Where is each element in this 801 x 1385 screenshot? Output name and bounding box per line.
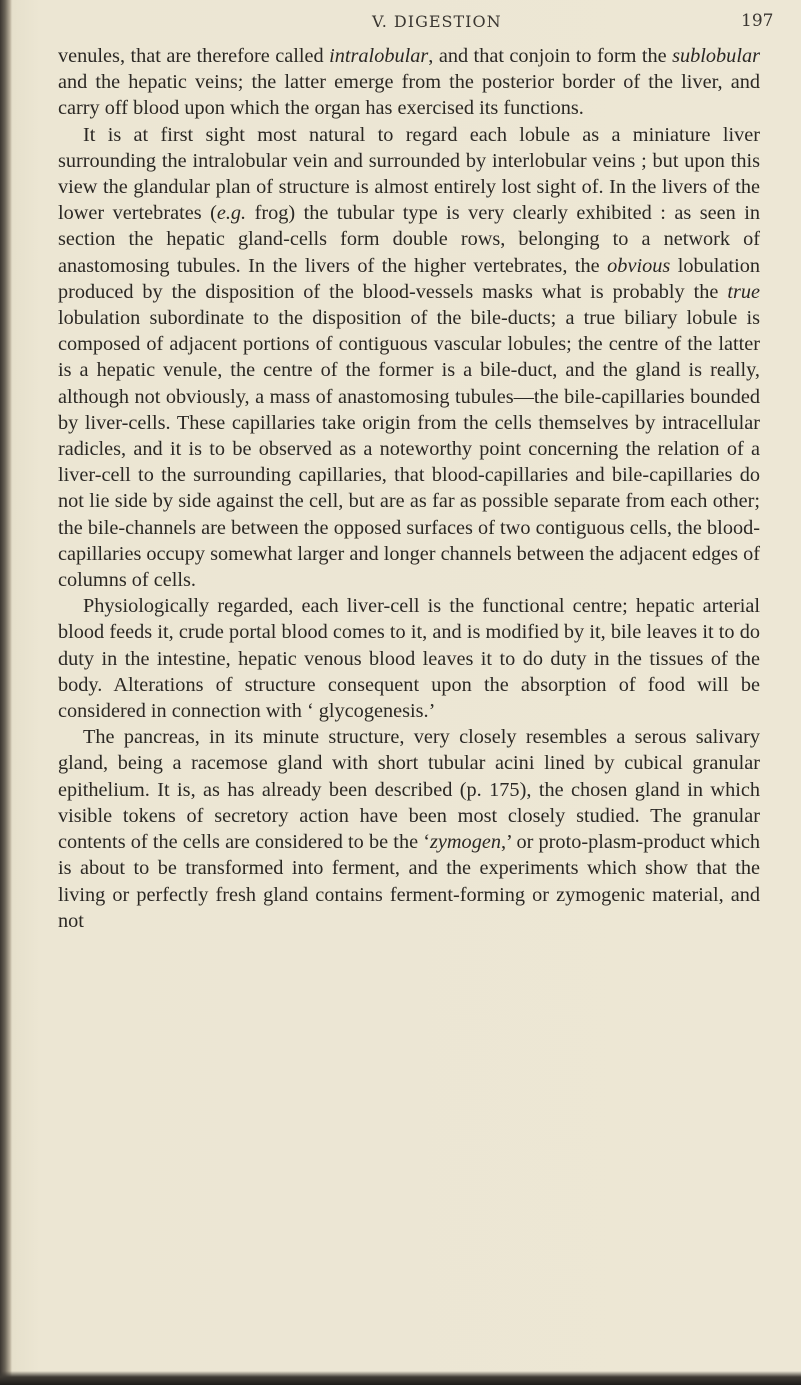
page-header	[0, 8, 801, 38]
running-head: V. DIGESTION	[372, 12, 502, 31]
paragraph: The pancreas, in its minute structure, very closely resembles a serous salivary gland, being a racemose gland with short tubular acini lined by cubical granular epithelium. It is, as has already been described (p. 175), the chosen gland in which visible tokens of secretory action have been most closely studied. The granular contents of the cells are considered to be the ‘zymogen,’ or proto-plasm-product which is about to be transformed into ferment, and the experiments which show that the living or perfectly fresh gland contains ferment-forming or zymogenic material, and not	[58, 726, 760, 932]
italic-term: sublobular	[672, 45, 760, 67]
body-text	[58, 43, 760, 934]
italic-term: true	[727, 280, 760, 303]
italic-term: e.g.	[216, 202, 247, 225]
italic-term: obvious	[607, 254, 671, 277]
page-number: 197	[741, 11, 774, 31]
paragraph: It is at first sight most natural to regard each lobule as a miniature liver surrounding the intralobular vein and surrounded by interlobular veins ; but upon this view the glandular plan of structure is almost entirely lost sight of. In the livers of the lower vertebrates (e.g. frog) the tubular type is very clearly exhibited : as seen in section the hepatic gland-cells form double rows, belonging to a network of anastomosing tubules. In the livers of the higher vertebrates, the obvious lobulation produced by the disposition of the blood-vessels masks what is probably the true lobulation subordinate to the disposition of the bile-ducts; a true biliary lobule is composed of adjacent portions of contiguous vascular lobules; the centre of the latter is a hepatic venule, the centre of the former is a bile-duct, and the gland is really, although not obviously, a mass of anastomosing tubules—the bile-capillaries bounded by liver-cells. These capillaries take origin from the cells themselves by intracellular radicles, and it is to be observed as a noteworthy point concerning the relation of a liver-cell to the surrounding capillaries, that blood-capillaries and bile-capillaries do not lie side by side against the cell, but are as far as possible separate from each other; the bile-channels are between the opposed surfaces of two contiguous cells, the blood-capillaries occupy somewhat larger and longer channels between the adjacent edges of columns of cells.	[58, 123, 761, 592]
italic-term: zymogen	[430, 831, 501, 854]
page-bottom-edge	[0, 1371, 801, 1385]
paragraph: venules, that are therefore called intralobular, and that conjoin to form the sublobular and the hepatic veins; the latter emerge from the posterior border of the liver, and carry off blood upon which the organ has exercised its functions.	[58, 45, 760, 120]
paragraph: Physiologically regarded, each liver-cell is the functional centre; hepatic arterial blood feeds it, crude portal blood comes to it, and is modified by it, bile leaves it to do duty in the intestine, hepatic venous blood leaves it to do duty in the tissues of the body. Alterations of structure consequent upon the absorption of food will be considered in connection with ‘ glycogenesis.’	[58, 595, 760, 723]
book-spine-shadow	[0, 0, 12, 1385]
italic-term: intralobular	[329, 45, 429, 67]
